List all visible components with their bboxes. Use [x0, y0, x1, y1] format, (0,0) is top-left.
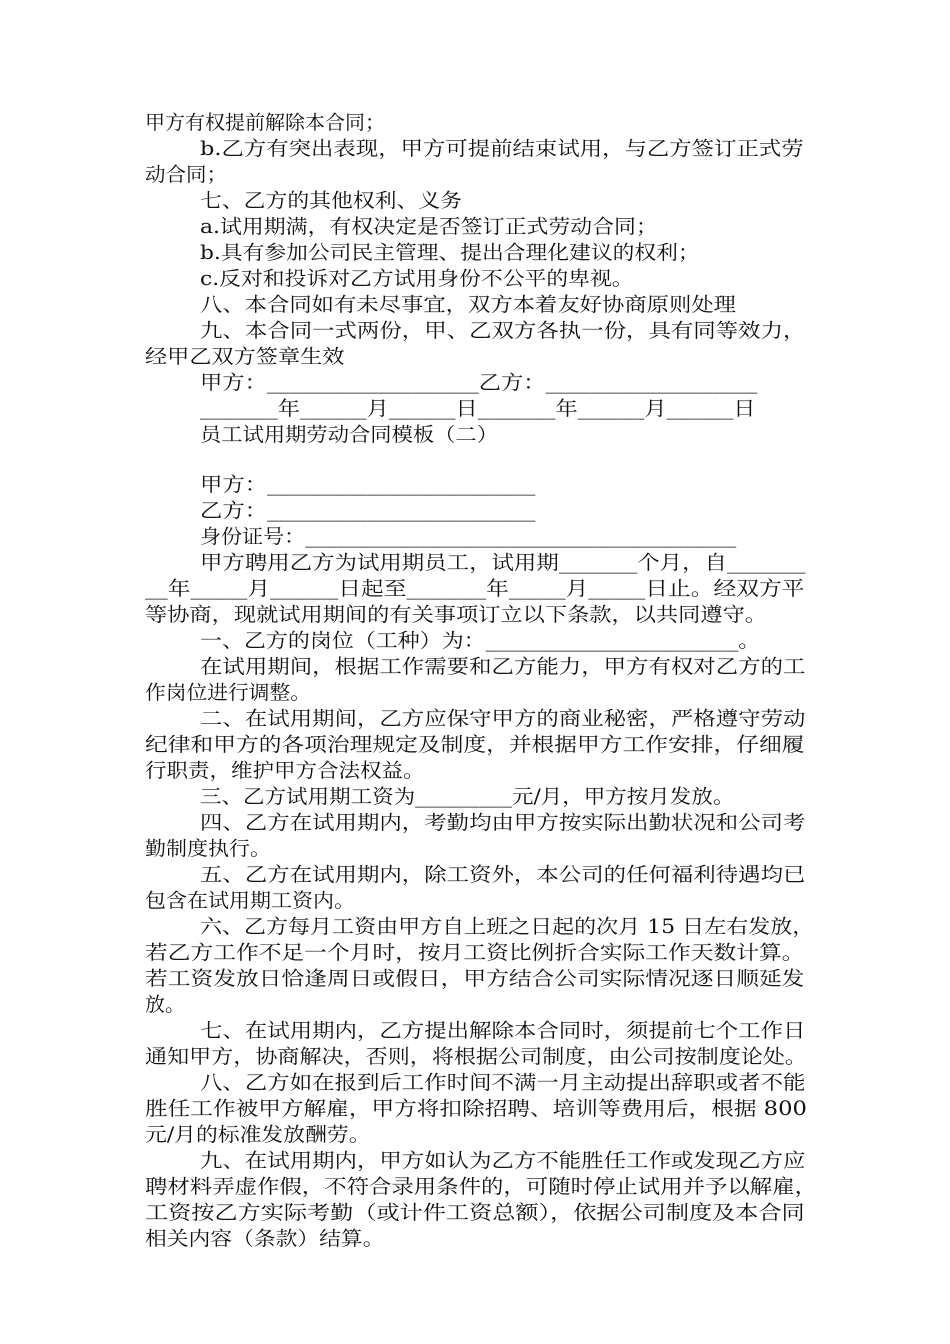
text-line: a.试用期满，有权决定是否签订正式劳动合同； [200, 215, 658, 238]
id-number-field: 身份证号：_________________________________________ [200, 525, 737, 548]
text-line: 作岗位进行调整。 [145, 681, 312, 704]
text-line: 九、本合同一式两份，甲、乙双方各执一份，具有同等效力， [200, 319, 806, 342]
text-line: 若乙方工作不足一个月时，按月工资比例折合实际工作天数计算。 [145, 941, 805, 964]
section-heading: 一、乙方的岗位（工种）为：_______________________。 [200, 629, 761, 652]
text-line: 甲方有权提前解除本合同； [145, 111, 386, 134]
text-line: 经甲乙双方签章生效 [145, 345, 345, 368]
section-heading: 九、在试用期内，甲方如认为乙方不能胜任工作或发现乙方应 [200, 1149, 806, 1172]
section-heading: 四、乙方在试用期内，考勤均由甲方按实际出勤状况和公司考 [200, 811, 806, 834]
party-b-field: 乙方：________________________ [200, 499, 536, 522]
section-heading: 六、乙方每月工资由甲方自上班之日起的次月 15 日左右发放， [200, 915, 815, 938]
text-line: 八、本合同如有未尽事宜，双方本着友好协商原则处理 [200, 293, 737, 316]
text-line: 行职责，维护甲方合法权益。 [145, 759, 425, 782]
text-line: __年_____月______日起至_______年_____月_____日止。经双方平 [145, 577, 805, 600]
text-line: 元/月的标准发放酬劳。 [145, 1123, 371, 1146]
text-line: 包含在试用期工资内。 [145, 889, 356, 912]
text-line: 胜任工作被甲方解雇，甲方将扣除招聘、培训等费用后，根据 800 [145, 1097, 807, 1120]
text-line: 在试用期间，根据工作需要和乙方能力，甲方有权对乙方的工 [200, 655, 806, 678]
section-heading: 七、乙方的其他权利、义务 [200, 189, 463, 212]
section-heading: 七、在试用期内，乙方提出解除本合同时，须提前七个工作日 [200, 1019, 806, 1042]
text-line: 通知甲方，协商解决，否则，将根据公司制度，由公司按制度论处。 [145, 1045, 808, 1068]
section-heading: 八、乙方如在报到后工作时间不满一月主动提出辞职或者不能 [200, 1071, 806, 1094]
party-a-field: 甲方：________________________ [200, 473, 536, 496]
section-heading: 三、乙方试用期工资为_________元/月，甲方按月发放。 [200, 785, 735, 808]
text-line: 勤制度执行。 [145, 837, 272, 860]
text-line: 纪律和甲方的各项治理规定及制度，并根据甲方工作安排，仔细履 [145, 733, 805, 756]
text-line: 动合同； [145, 163, 228, 186]
text-line: 等协商，现就试用期间的有关事项订立以下条款，以共同遵守。 [145, 603, 768, 626]
signature-line: 甲方：___________________乙方：___________________ [200, 371, 758, 394]
text-line: 放。 [145, 993, 186, 1016]
text-line: 工资按乙方实际考勤（或计件工资总额），依据公司制度及本合同 [145, 1201, 805, 1224]
text-line: c.反对和投诉对乙方试用身份不公平的卑视。 [200, 267, 634, 290]
text-line: 聘材料弄虚作假，不符合录用条件的，可随时停止试用并予以解雇， [145, 1175, 818, 1198]
template-title: 员工试用期劳动合同模板（二） [200, 423, 499, 446]
text-line: 相关内容（条款）结算。 [145, 1227, 385, 1250]
text-line: 甲方聘用乙方为试用期员工，试用期_______个月，自_______ [200, 551, 806, 574]
text-line: b.具有参加公司民主管理、提出合理化建议的权利； [200, 241, 700, 264]
date-line: _______年______月______日_______年______月______日 [200, 397, 756, 420]
text-line: b.乙方有突出表现，甲方可提前结束试用，与乙方签订正式劳 [200, 137, 804, 160]
section-heading: 五、乙方在试用期内，除工资外，本公司的任何福利待遇均已 [200, 863, 806, 886]
section-heading: 二、在试用期间，乙方应保守甲方的商业秘密，严格遵守劳动 [200, 707, 806, 730]
text-line: 若工资发放日恰逢周日或假日，甲方结合公司实际情况逐日顺延发 [145, 967, 805, 990]
